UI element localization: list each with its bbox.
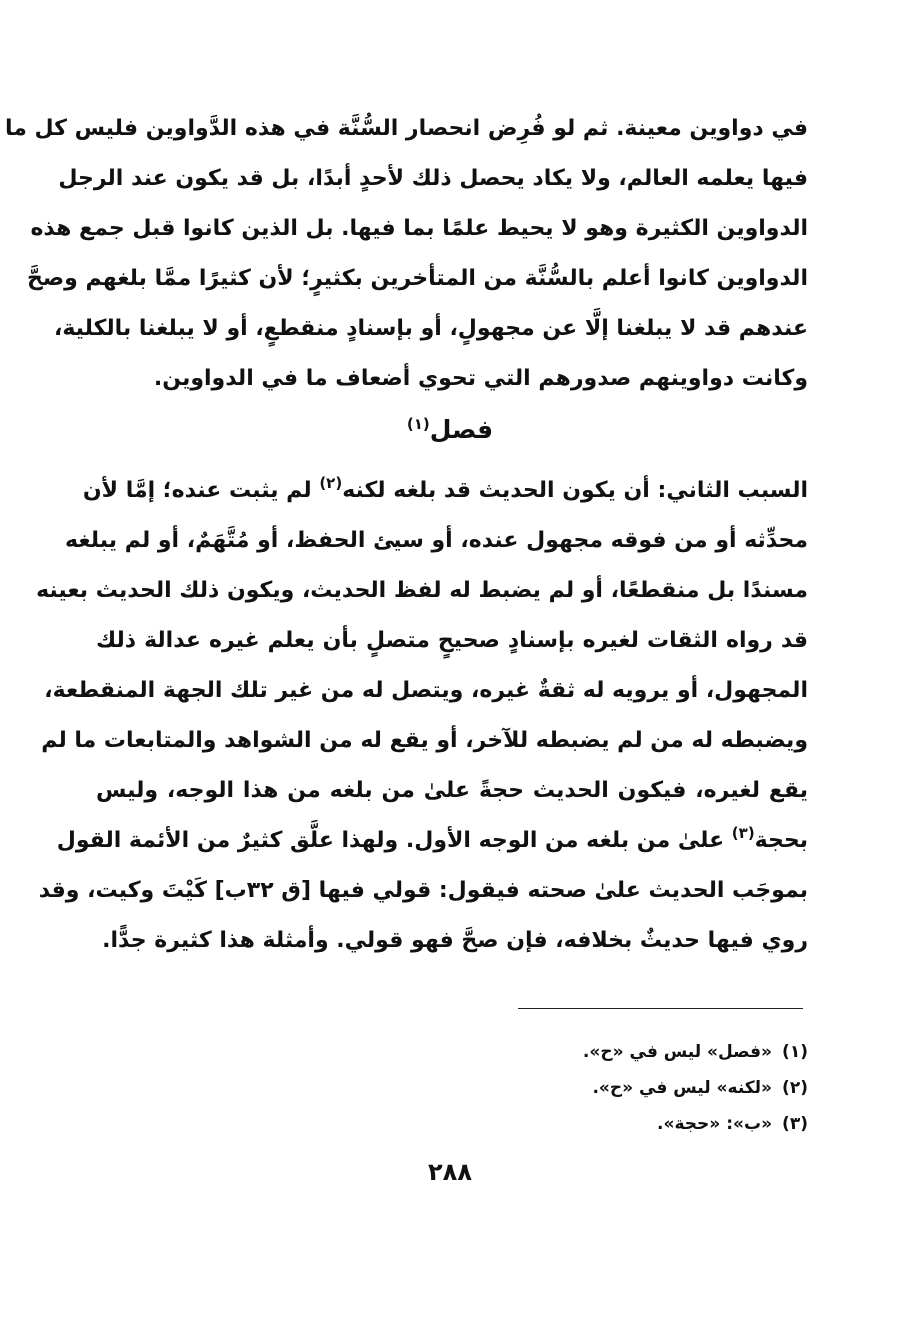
intro-line: وكانت دواوينهم صدورهم التي تحوي أضعاف ما في الدواوين.: [153, 366, 808, 391]
footnote-item: [448, 1034, 808, 1070]
intro-line: الدواوين كانوا أعلم بالسُّنَّة من المتأخرين بكثيرٍ؛ لأن كثيرًا ممَّا بلغهم وصحَّ: [27, 266, 808, 291]
footnote-text: «فصل» ليس في «ح».: [582, 1042, 773, 1062]
body-line: المجهول، أو يرويه له ثقةٌ غيره، ويتصل له من غير تلك الجهة المنقطعة،: [44, 678, 808, 703]
footnote-text: «ب»: «حجة».: [657, 1114, 773, 1134]
intro-paragraph: [4, 104, 808, 404]
section-heading: [0, 400, 900, 460]
body-line: السبب الثاني: أن يكون الحديث قد بلغه لكنه$^{(٢)}$ لم يثبت عنده؛ إمَّا لأن: [82, 474, 808, 503]
body-line: محدِّثه أو من فوقه مجهول عنده، أو سيئ الحفظ، أو مُتَّهَمٌ، أو لم يبلغه: [65, 528, 808, 553]
intro-line: فيها يعلمه العالم، ولا يكاد يحصل ذلك لأحدٍ أبدًا، بل قد يكون عند الرجل: [58, 166, 808, 191]
intro-line: عندهم قد لا يبلغنا إلَّا عن مجهولٍ، أو بإسنادٍ منقطعٍ، أو لا يبلغنا بالكلية،: [53, 316, 808, 341]
section-title-text: فصل: [429, 415, 494, 444]
footnote-text: «لكنه» ليس في «ح».: [592, 1078, 773, 1098]
page-number: ٢٨٨: [428, 1158, 472, 1186]
paragraph-lead: السبب الثاني:: [657, 478, 808, 503]
footnote-item: [448, 1106, 808, 1142]
footnote-reference: (٣): [731, 824, 755, 842]
footnote-separator: [518, 1008, 803, 1009]
footnote-number: (٢): [782, 1078, 808, 1098]
footnote-item: [448, 1070, 808, 1106]
intro-line: في دواوين معينة. ثم لو فُرِض انحصار السُّنَّة في هذه الدَّواوين فليس كل ما: [4, 116, 808, 141]
footnotes: [448, 1034, 808, 1142]
footnote-number: (٣): [782, 1114, 808, 1134]
footnote-reference: (١): [406, 415, 430, 433]
body-line: مسندًا بل منقطعًا، أو لم يضبط له لفظ الحديث، ويكون ذلك الحديث بعينه: [36, 578, 808, 603]
body-line: قد رواه الثقات لغيره بإسنادٍ صحيحٍ متصلٍ بأن يعلم غيره عدالة ذلك: [96, 628, 808, 653]
main-paragraph: [36, 466, 808, 966]
body-line: يقع لغيره، فيكون الحديث حجةً علىٰ من بلغه من هذا الوجه، وليس: [96, 778, 808, 803]
footnote-number: (١): [782, 1042, 808, 1062]
body-line: بحجة$^{(٣)}$ علىٰ من بلغه من الوجه الأول. ولهذا علَّق كثيرٌ من الأئمة القول: [56, 824, 808, 853]
body-line: ويضبطه له من لم يضبطه للآخر، أو يقع له من الشواهد والمتابعات ما لم: [41, 728, 808, 753]
body-line: روي فيها حديثٌ بخلافه، فإن صحَّ فهو قولي. وأمثلة هذا كثيرة جدًّا.: [102, 928, 808, 953]
intro-line: الدواوين الكثيرة وهو لا يحيط علمًا بما فيها. بل الذين كانوا قبل جمع هذه: [30, 216, 808, 241]
body-line: بموجَب الحديث علىٰ صحته فيقول: قولي فيها [ق ٣٢ب] كَيْتَ وكيت، وقد: [38, 878, 808, 903]
footnote-reference: (٢): [319, 474, 343, 492]
